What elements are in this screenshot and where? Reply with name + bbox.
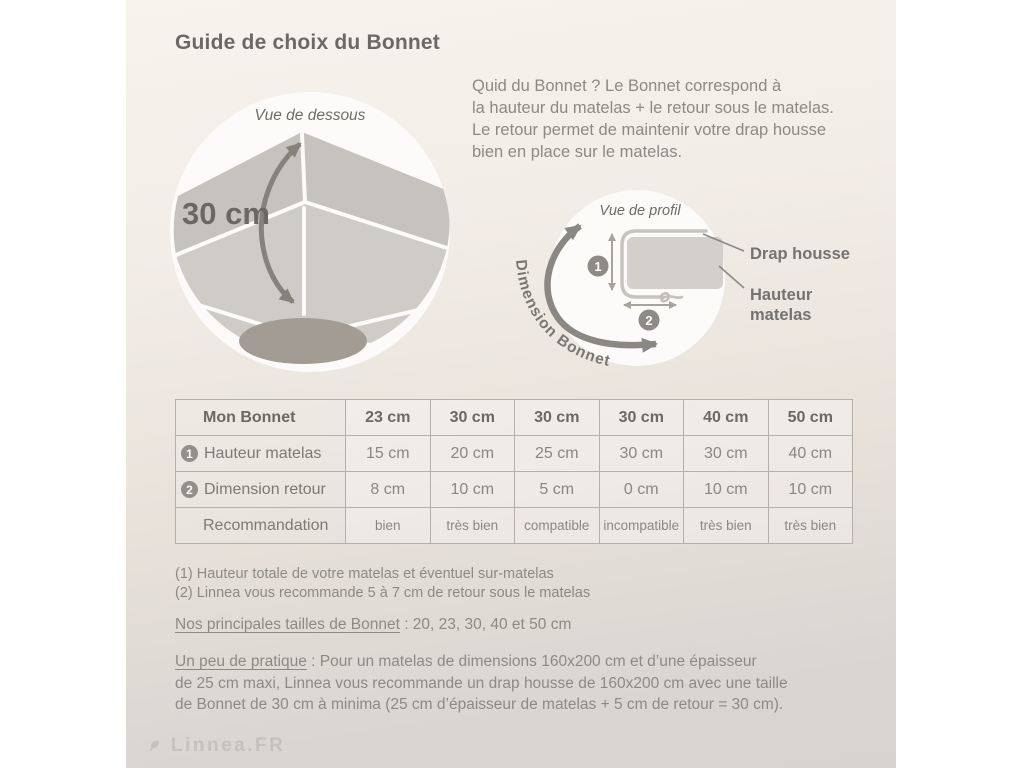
table-header-cell: 23 cm	[346, 400, 431, 436]
table-header-cell: 30 cm	[431, 400, 516, 436]
table-header-cell: 50 cm	[769, 400, 854, 436]
table-header-cell: 30 cm	[515, 400, 600, 436]
table-cell: très bien	[684, 508, 769, 544]
footnote-1: (1) Hauteur totale de votre matelas et éventuel sur-matelas	[175, 566, 554, 582]
sizes-line-rest: : 20, 23, 30, 40 et 50 cm	[399, 616, 572, 633]
table-cell: 5 cm	[515, 472, 600, 508]
table-row-label	[176, 472, 346, 508]
footnotes	[175, 565, 590, 603]
sizes-line-underlined: Nos principales tailles de Bonnet	[175, 616, 400, 633]
dimension-bonnet-label: Dimension Bonnet	[511, 258, 613, 371]
bottom-view-diagram	[170, 92, 450, 372]
table-row-label-text: Hauteur matelas	[204, 444, 322, 462]
badge-2-number: 2	[645, 313, 653, 328]
bottom-view-caption: Vue de dessous	[254, 107, 366, 124]
profile-view-caption: Vue de profil	[599, 203, 681, 219]
sizes-line	[175, 616, 571, 634]
table-cell: 30 cm	[684, 436, 769, 472]
hauteur-matelas-label-line1: Hauteur	[750, 286, 813, 304]
table-cell: 15 cm	[346, 436, 431, 472]
drap-housse-label: Drap housse	[750, 245, 850, 263]
table-cell: 25 cm	[515, 436, 600, 472]
row-badge-2: 2	[181, 481, 198, 498]
practice-underlined: Un peu de pratique	[175, 653, 307, 670]
footnote-2: (2) Linnea vous recommande 5 à 7 cm de retour sous le matelas	[175, 585, 591, 601]
table-header-cell: 30 cm	[600, 400, 685, 436]
intro-line: bien en place sur le matelas.	[472, 143, 683, 161]
hauteur-matelas-label-line2: matelas	[750, 306, 812, 324]
table-header-label-text: Mon Bonnet	[203, 408, 296, 426]
table-cell: très bien	[769, 508, 854, 544]
table-row-label	[176, 508, 346, 544]
practice-line-1-rest: : Pour un matelas de dimensions 160x200 cm et d’une épaisseur	[306, 653, 757, 670]
table-cell: compatible	[515, 508, 600, 544]
intro-line: Quid du Bonnet ? Le Bonnet correspond à	[472, 77, 782, 95]
table-cell: 0 cm	[600, 472, 685, 508]
intro-line: la hauteur du matelas + le retour sous le matelas.	[472, 99, 834, 117]
mattress-ellipse	[239, 318, 367, 364]
table-cell: 8 cm	[346, 472, 431, 508]
linnea-logo	[146, 735, 285, 757]
table-cell: 40 cm	[769, 436, 854, 472]
table-header-cell: 40 cm	[684, 400, 769, 436]
table-cell: 10 cm	[769, 472, 854, 508]
table-row-label-text: Dimension retour	[204, 480, 326, 498]
badge-1-number: 1	[594, 259, 602, 274]
logo-text: Linnea.FR	[171, 735, 286, 756]
practice-line-1	[175, 651, 788, 673]
guide-page	[126, 0, 896, 768]
table-cell: bien	[346, 508, 431, 544]
table-cell: incompatible	[600, 508, 685, 544]
measurement-label: 30 cm	[182, 196, 270, 231]
intro-line: Le retour permet de maintenir votre drap housse	[472, 121, 827, 139]
practice-line-3: de Bonnet de 30 cm à minima (25 cm d’épaisseur de matelas + 5 cm de retour = 30 cm).	[175, 696, 784, 713]
page-title: Guide de choix du Bonnet	[175, 31, 440, 54]
table-header-label	[176, 400, 346, 436]
bonnet-table	[175, 399, 853, 544]
table-cell: 20 cm	[431, 436, 516, 472]
leaf-icon	[146, 737, 164, 755]
table-row-label	[176, 436, 346, 472]
table-cell: très bien	[431, 508, 516, 544]
profile-view-diagram	[512, 190, 850, 370]
table-row-label-text: Recommandation	[203, 516, 329, 534]
table-cell: 30 cm	[600, 436, 685, 472]
table-cell: 10 cm	[431, 472, 516, 508]
row-badge-1: 1	[181, 445, 198, 462]
mattress-profile	[627, 237, 723, 289]
practice-paragraph	[175, 651, 788, 716]
practice-line-2: de 25 cm maxi, Linnea vous recommande un drap housse de 160x200 cm avec une taille	[175, 674, 788, 692]
table-cell: 10 cm	[684, 472, 769, 508]
